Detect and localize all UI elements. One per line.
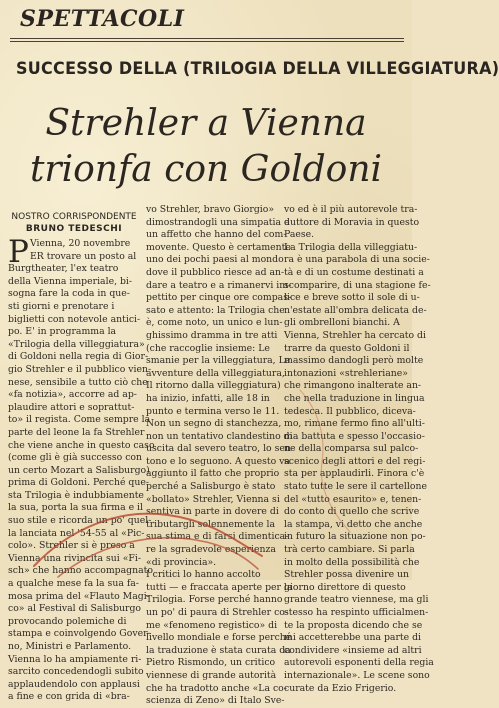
article-line: non un tentativo clandestino di xyxy=(146,430,293,442)
article-line: sti giorni e prenotare i xyxy=(8,300,115,312)
article-line: co» al Festival di Salisburgo xyxy=(8,603,142,615)
article-line: te la proposta dicendo che se xyxy=(284,619,423,631)
article-line: (che raccoglie insieme: Le xyxy=(146,342,270,354)
article-line: dove il pubblico riesce ad an- xyxy=(146,266,285,278)
article-line: avventure della villeggiatura, xyxy=(146,367,285,379)
article-line: do conto di quello che scrive xyxy=(284,506,420,518)
article-line: Pietro Rismondo, un critico xyxy=(146,657,276,669)
article-line: della Vienna imperiale, bi- xyxy=(8,275,133,287)
article-line: Non un segno di stanchezza, xyxy=(146,418,282,430)
article-line: Vienna, Strehler ha cercato di xyxy=(284,329,426,341)
article-line: La Trilogia della villeggiatu- xyxy=(284,241,418,253)
article-line: che nella traduzione in lingua xyxy=(284,392,425,404)
article-line: ha inizio, infatti, alle 18 in xyxy=(146,392,270,404)
article-line: un certo Mozart a Salisburgo) xyxy=(8,464,150,476)
article-line: internazionale». Le scene sono xyxy=(284,669,430,681)
article-line: condividere «insieme ad altri xyxy=(284,644,422,656)
article-column-2 xyxy=(146,204,295,707)
article-line: Strehler possa divenire un xyxy=(284,569,410,581)
article-line: sarcito concedendogli subito xyxy=(8,666,144,678)
article-line: gli ombrelloni bianchi. A xyxy=(284,317,400,329)
kicker-rule xyxy=(10,41,404,42)
article-line: mo, rimane fermo fino all'ulti- xyxy=(284,418,425,430)
article-line: grande teatro viennese, ma gli xyxy=(284,594,429,606)
article-line: a qualche mese fa la sua fa- xyxy=(8,578,139,590)
banner-headline: SUCCESSO DELLA (TRILOGIA DELLA VILLEGGIATURA) xyxy=(16,59,499,79)
article-line: provocando polemiche di xyxy=(8,615,127,627)
article-line: applaudendolo con applausi xyxy=(8,678,140,690)
article-line: «Trilogia della villeggiatura» xyxy=(8,338,145,350)
article-line: scomparire, di una stagione fe- xyxy=(284,279,431,291)
article-line: Vienna una rivincita sui «Fi- xyxy=(8,552,141,564)
article-line: a fine e con grida di «bra- xyxy=(8,691,130,703)
article-line: sch» che hanno accompagnato xyxy=(8,565,153,577)
article-line: po. E' in programma la xyxy=(8,326,117,338)
article-line: uscita dal severo teatro, lo sen- xyxy=(146,443,295,455)
article-line: che rimangono inalterate an- xyxy=(284,380,422,392)
article-line: lice e breve sotto il sole di u- xyxy=(284,292,420,304)
article-line: sta Trilogia è indubbiamente xyxy=(8,489,144,501)
article-line: che viene anche in questo caso xyxy=(8,439,155,451)
article-line: livello mondiale e forse perché xyxy=(146,632,292,644)
article-line: mosa prima del «Flauto Magi- xyxy=(8,590,150,602)
article-line: gio Strehler e il pubblico vien- xyxy=(8,363,152,375)
article-line: I critici lo hanno accolto xyxy=(146,569,261,581)
article-line: Burgtheater, l'ex teatro xyxy=(8,263,119,275)
article-line: Vienna, 20 novembre xyxy=(30,238,131,249)
article-line: massimo dandogli però molte xyxy=(284,355,424,367)
article-line: ra è una parabola di una socie- xyxy=(284,254,430,266)
article-line: stesso ha respinto ufficialmen- xyxy=(284,607,429,618)
article-line: stato tutte le sere il cartellone xyxy=(284,481,427,493)
article-line: Il ritorno dalla villeggiatura) xyxy=(146,380,281,392)
article-column-1 xyxy=(8,234,155,703)
article-line: vo Strehler, bravo Giorgio» xyxy=(146,204,275,215)
article-line: ghissimo dramma in tre atti xyxy=(146,329,278,341)
article-line: punto e termina verso le 11. xyxy=(146,405,280,417)
article-line: è, come noto, un unico e lun- xyxy=(146,317,283,329)
article-line: dimostrandogli una simpatia e xyxy=(146,216,290,228)
article-line: intonazioni «strehleriane» xyxy=(284,367,408,379)
article-line: sentiva in parte in dovere di xyxy=(146,506,279,518)
article-line: smanie per la villeggiatura, Le xyxy=(146,355,291,367)
article-line: me «fenomeno registico» di xyxy=(146,619,278,631)
article-line: pettito per cinque ore compas- xyxy=(146,292,292,304)
article-line: vo ed è il più autorevole tra- xyxy=(284,204,418,215)
article-line: la lanciata nel '54-55 al «Pic- xyxy=(8,527,145,539)
article-line: aggiunto il fatto che proprio xyxy=(146,468,280,480)
drop-cap: P xyxy=(8,234,29,270)
byline-author: BRUNO TEDESCHI xyxy=(25,224,123,234)
article-line: (come gli è già successo con xyxy=(8,452,142,464)
article-line: duttore di Moravia in questo xyxy=(284,216,420,228)
article-line: movente. Questo è certamente xyxy=(146,241,291,253)
article-line: curate da Ezio Frigerio. xyxy=(284,682,397,694)
article-line: Trilogia. Forse perché hanno xyxy=(146,594,283,606)
article-line: prima di Goldoni. Perché que- xyxy=(8,477,149,489)
article-line: trarre da questo Goldoni il xyxy=(284,342,410,354)
article-line: sato e attento: la Trilogia che xyxy=(146,304,285,316)
byline-role: NOSTRO CORRISPONDENTE xyxy=(11,212,137,222)
article-line: viennese di grande autorità xyxy=(146,669,277,681)
article-line: ma battuta e spesso l'occasio- xyxy=(284,430,425,442)
article-line: Paese. xyxy=(284,229,315,241)
article-line: tà e di un costume destinati a xyxy=(284,266,424,278)
article-line: parte del leone la fa Strehler xyxy=(8,426,145,438)
article-line: «fa notizia», accorre ad ap- xyxy=(8,389,137,401)
article-line: nese, sensibile a tutto ciò che xyxy=(8,376,148,388)
article-line: to» il regista. Come sempre la xyxy=(8,414,151,426)
article-line: la traduzione è stata curata da xyxy=(146,644,291,656)
article-line: tono e lo seguono. A questo va xyxy=(146,455,290,467)
article-line: tedesca. Il pubblico, diceva- xyxy=(284,405,416,417)
article-line: dare a teatro e a rimanervi im- xyxy=(146,279,292,291)
article-line: che ha tradotto anche «La co- xyxy=(146,682,287,694)
article-line: scienza di Zeno» di Italo Sve- xyxy=(146,695,285,707)
article-line: un affetto che hanno del com- xyxy=(146,229,287,241)
article-line: suo stile e ricorda un po' quel- xyxy=(8,515,152,527)
article-line: plaudire attori e soprattut- xyxy=(8,401,135,413)
section-kicker: SPETTACOLI xyxy=(20,6,185,32)
article-line: giorno direttore di questo xyxy=(284,581,406,593)
article-line: «bollato» Strehler, Vienna si xyxy=(146,493,280,505)
article-line: tributargli solennemente la xyxy=(146,518,276,530)
article-line: «di provincia». xyxy=(146,556,217,568)
article-line: sua stima e di farsi dimentica- xyxy=(146,531,289,543)
article-line: Vienna lo ha ampiamente ri- xyxy=(8,653,142,665)
article-line: re la sgradevole esperienza xyxy=(146,544,276,556)
article-line: biglietti con notevole antici- xyxy=(8,313,141,325)
article-line: autorevoli esponenti della regia xyxy=(284,657,434,669)
article-line: scenico degli attori e del regi- xyxy=(284,455,426,467)
article-line: in molto della possibilità che xyxy=(284,556,420,568)
headline-line-1: Strehler a Vienna xyxy=(45,103,367,144)
headline-line-2: trionfa con Goldoni xyxy=(29,149,383,190)
article-line: uno dei pochi paesi al mondo xyxy=(146,254,284,266)
article-line: mi accetterebbe una parte di xyxy=(284,632,422,644)
article-column-3 xyxy=(284,204,434,694)
article-line: ER trovare un posto al xyxy=(30,250,137,262)
article-line: colo». Strehler si è preso a xyxy=(8,540,135,552)
article-line: di Goldoni nella regia di Gior- xyxy=(8,351,149,363)
article-line: n'estate all'ombra delicata de- xyxy=(284,304,427,316)
article-line: la stampa, vi detto che anche xyxy=(284,518,423,530)
article-line: la sua, porta la sua firma e il xyxy=(8,502,144,514)
article-line: sogna fare la coda in que- xyxy=(8,288,130,300)
article-line: no, Ministri e Parlamento. xyxy=(8,641,132,652)
article-line: tutti — e fraccata aperte per la xyxy=(146,581,293,593)
article-line: del «tutto esaurito» e, tenen- xyxy=(284,493,422,505)
article-line: sta per applaudirli. Finora c'è xyxy=(284,468,425,480)
article-line: perché a Salisburgo è stato xyxy=(146,481,276,493)
kicker-rule xyxy=(10,38,404,39)
article-line: in futuro la situazione non po- xyxy=(284,531,426,543)
article-line: trà certo cambiare. Si parla xyxy=(284,544,415,556)
article-line: ne della comparsa sul palco- xyxy=(284,443,419,455)
article-line: stampa e coinvolgendo Gover- xyxy=(8,628,151,640)
article-line: un po' di paura di Strehler co- xyxy=(146,607,289,618)
